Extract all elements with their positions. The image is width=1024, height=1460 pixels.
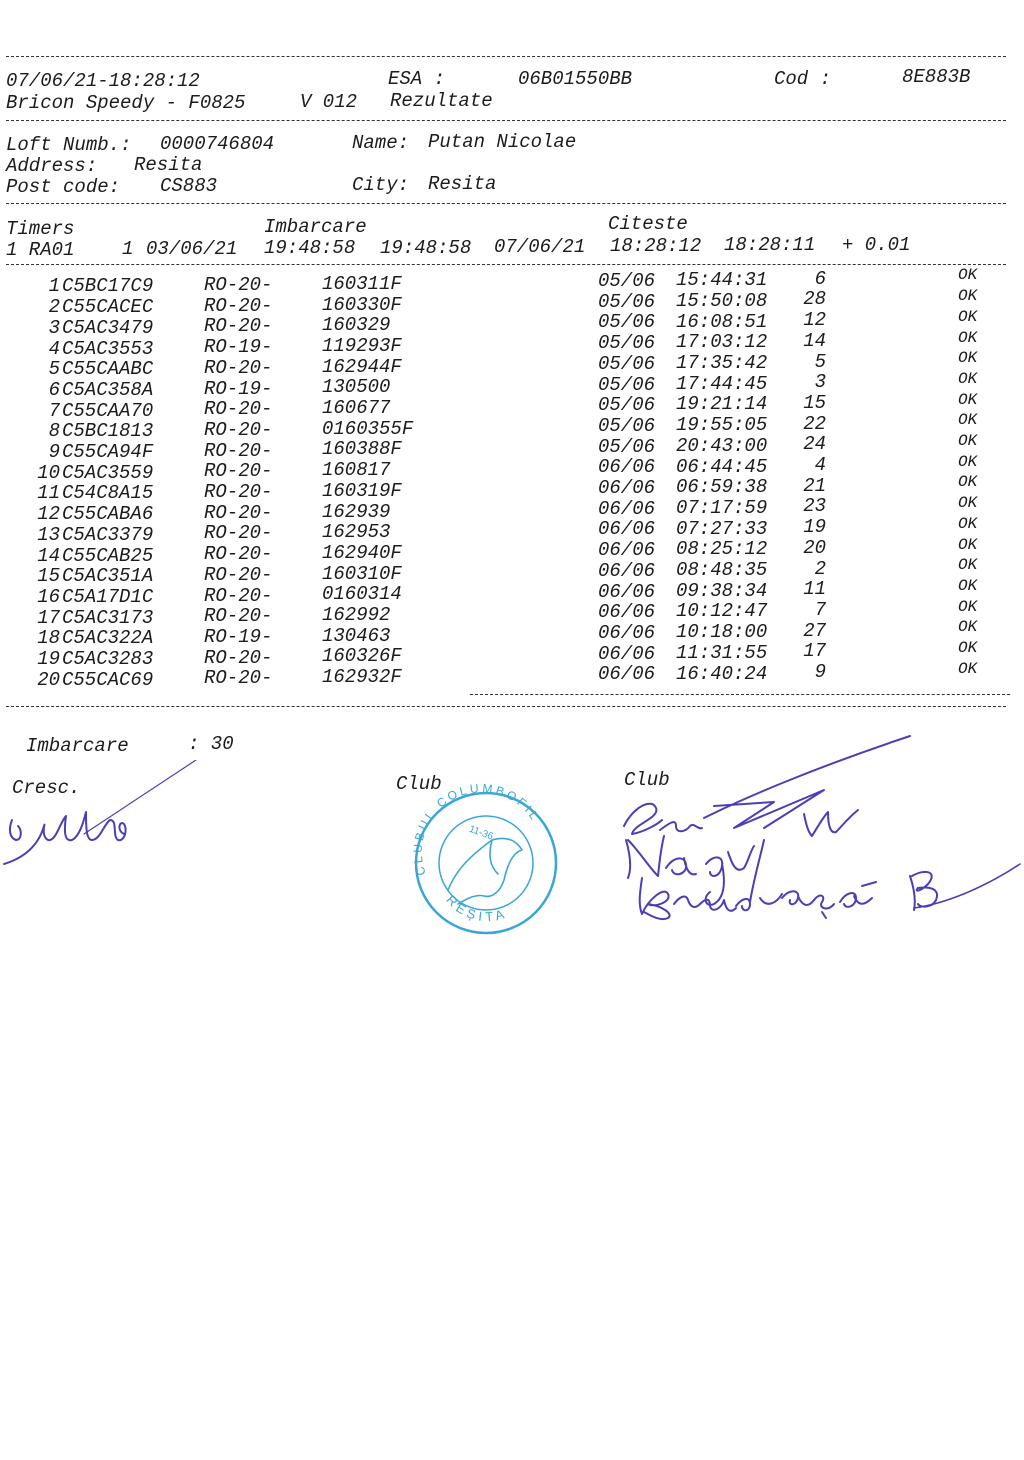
arrival-date: 05/06 <box>598 332 656 355</box>
position: 9 <box>814 661 826 683</box>
ring-series: RO-19- <box>204 377 273 400</box>
ring-number: 119293F <box>322 334 402 357</box>
row-number: 1 <box>48 275 60 298</box>
arrival-date: 05/06 <box>598 394 656 417</box>
timer-id: 1 RA01 <box>6 239 75 261</box>
footer-imbarcare-value: : 30 <box>188 733 234 755</box>
position: 19 <box>803 516 826 539</box>
ring-number: 160677 <box>322 397 391 419</box>
status: OK <box>958 514 978 533</box>
timer-read-time-2: 18:28:11 <box>724 234 816 256</box>
chip-id: C54C8A15 <box>62 482 154 505</box>
timer-read-time: 18:28:12 <box>610 235 702 257</box>
ring-number: 160817 <box>322 459 391 482</box>
club-signature-stroke <box>706 857 724 904</box>
arrival-date: 06/06 <box>598 663 656 686</box>
position: 4 <box>814 454 826 476</box>
arrival-time: 08:25:12 <box>676 538 768 561</box>
arrival-time: 08:48:35 <box>676 559 768 581</box>
name-value: Putan Nicolae <box>428 131 577 153</box>
status: OK <box>958 287 978 306</box>
ring-series: RO-19- <box>204 625 273 648</box>
stamp-text-bottom: REȘITA <box>443 892 510 925</box>
ring-series: RO-19- <box>204 336 273 359</box>
header-cod-value: 8E883B <box>902 66 971 88</box>
ring-series: RO-20- <box>204 667 273 690</box>
position: 28 <box>803 288 826 311</box>
arrival-date: 06/06 <box>598 518 656 541</box>
ring-number: 130463 <box>322 624 391 647</box>
club-signature-stroke <box>626 836 664 878</box>
ring-number: 162939 <box>322 500 391 523</box>
arrival-date: 05/06 <box>598 311 656 334</box>
club-signature-stroke <box>728 846 754 870</box>
row-number: 16 <box>37 585 60 608</box>
header-device: Bricon Speedy - F0825 <box>6 92 246 114</box>
header-cod-label: Cod : <box>774 68 832 90</box>
position: 6 <box>814 267 826 290</box>
row-number: 7 <box>48 399 60 422</box>
separator-line <box>6 56 1006 57</box>
status: OK <box>958 597 978 616</box>
arrival-time: 06:59:38 <box>676 476 768 499</box>
chip-id: C5A17D1C <box>62 585 154 608</box>
arrival-time: 06:44:45 <box>676 455 768 478</box>
arrival-date: 05/06 <box>598 373 656 396</box>
chip-id: C5AC358A <box>62 378 154 401</box>
chip-id: C5AC3559 <box>62 461 154 484</box>
arrival-date: 06/06 <box>598 559 656 582</box>
header-esa-value: 06B01550BB <box>518 68 633 90</box>
club-signatures <box>614 728 1024 928</box>
arrival-date: 05/06 <box>598 414 656 437</box>
arrival-date: 05/06 <box>598 270 656 292</box>
citeste-label: Citeste <box>608 213 688 235</box>
header-datetime: 07/06/21-18:28:12 <box>6 70 200 92</box>
club-signature-stroke <box>624 804 662 834</box>
arrival-date: 06/06 <box>598 621 656 644</box>
city-label: City: <box>352 174 410 196</box>
ring-series: RO-20- <box>204 646 273 669</box>
separator-line <box>6 203 1006 204</box>
status: OK <box>958 639 978 657</box>
status: OK <box>958 328 978 347</box>
club-signature-stroke <box>804 810 858 836</box>
status: OK <box>958 556 978 575</box>
timer-embark-date: 03/06/21 <box>146 238 238 260</box>
ring-number: 160319F <box>322 479 402 502</box>
breeder-signature-stroke <box>10 820 21 840</box>
loft-label: Loft Numb.: <box>6 134 132 156</box>
arrival-time: 17:44:45 <box>676 372 768 395</box>
ring-number: 160330F <box>322 293 402 316</box>
status: OK <box>958 432 978 450</box>
chip-id: C5AC3379 <box>62 523 154 546</box>
ring-series: RO-20- <box>204 501 273 524</box>
position: 15 <box>803 391 826 414</box>
chip-id: C5AC3173 <box>62 606 154 629</box>
club-signature-stroke <box>782 891 814 905</box>
ring-number: 160311F <box>322 272 402 295</box>
arrival-time: 07:17:59 <box>676 496 768 519</box>
status: OK <box>958 659 978 678</box>
arrival-time: 11:31:55 <box>676 641 768 664</box>
chip-id: C55CAB25 <box>62 544 154 567</box>
club-signature-stroke <box>714 790 824 828</box>
ring-number: 0160355F <box>322 417 414 440</box>
chip-id: C55CAC69 <box>62 668 154 691</box>
ring-series: RO-20- <box>204 460 273 483</box>
status: OK <box>958 307 978 326</box>
arrival-date: 06/06 <box>598 601 656 624</box>
timer-read-date: 07/06/21 <box>494 236 586 258</box>
ring-number: 160388F <box>322 438 402 461</box>
chip-id: C55CA94F <box>62 441 154 463</box>
postcode-label: Post code: <box>6 176 121 198</box>
arrival-date: 06/06 <box>598 497 656 520</box>
chip-id: C5BC1813 <box>62 420 154 443</box>
position: 21 <box>803 474 826 497</box>
status: OK <box>958 452 978 471</box>
breeder-signature <box>0 760 200 870</box>
arrival-time: 09:38:34 <box>676 579 768 602</box>
breeder-signature-stroke <box>4 812 126 864</box>
postcode-value: CS883 <box>160 175 218 197</box>
chip-id: C55CABA6 <box>62 503 154 526</box>
arrival-time: 16:08:51 <box>676 310 768 333</box>
ring-series: RO-20- <box>204 543 273 566</box>
breeder-signature-stroke <box>84 760 196 834</box>
ring-series: RO-20- <box>204 605 273 628</box>
club-signature-stroke <box>704 736 910 818</box>
row-number: 10 <box>37 461 60 484</box>
footer-imbarcare-label: Imbarcare <box>26 735 129 757</box>
club-signature-stroke <box>666 858 696 874</box>
chip-id: C5AC3553 <box>62 337 154 360</box>
row-number: 13 <box>37 523 60 546</box>
row-number: 5 <box>48 358 60 381</box>
row-number: 9 <box>48 441 60 463</box>
arrival-time: 15:50:08 <box>676 289 768 312</box>
header-esa-label: ESA : <box>388 68 446 90</box>
status: OK <box>958 576 978 595</box>
ring-series: RO-20- <box>204 563 273 586</box>
position: 2 <box>814 557 826 580</box>
ring-number: 130500 <box>322 376 391 399</box>
arrival-time: 15:44:31 <box>676 269 768 292</box>
chip-id: C55CAABC <box>62 358 154 381</box>
status: OK <box>958 266 978 285</box>
pigeon-icon <box>448 838 522 904</box>
ring-series: RO-20- <box>204 522 273 545</box>
arrival-time: 10:18:00 <box>676 621 768 644</box>
club-signature-stroke <box>814 896 834 918</box>
row-number: 2 <box>48 296 60 319</box>
header-report: Rezultate <box>390 90 493 112</box>
separator-line <box>6 120 1006 121</box>
club-signature-stroke <box>914 864 1020 908</box>
arrival-time: 10:12:47 <box>676 600 768 623</box>
timer-n: 1 <box>122 238 134 260</box>
row-number: 18 <box>37 627 60 650</box>
separator-line <box>6 264 1006 265</box>
ring-number: 162940F <box>322 541 402 564</box>
ring-series: RO-20- <box>204 584 273 607</box>
separator-line <box>470 694 1010 695</box>
position: 24 <box>803 433 826 456</box>
arrival-time: 20:43:00 <box>676 434 768 457</box>
loft-value: 0000746804 <box>160 133 275 155</box>
club-signature-stroke <box>840 882 876 907</box>
position: 12 <box>803 309 826 332</box>
arrival-date: 05/06 <box>598 352 656 375</box>
ring-number: 162932F <box>322 666 402 689</box>
stamp-text-top: CLUBUL COLUMBOFIL <box>410 781 543 878</box>
arrival-date: 06/06 <box>598 539 656 562</box>
position: 17 <box>803 640 826 663</box>
timer-difference: + 0.01 <box>842 234 911 256</box>
arrival-time: 07:27:33 <box>676 517 768 540</box>
ring-number: 0160314 <box>322 583 402 606</box>
arrival-date: 06/06 <box>598 477 656 499</box>
position: 3 <box>814 371 826 394</box>
position: 23 <box>803 495 826 518</box>
club-signature-stroke <box>736 840 782 910</box>
position: 20 <box>803 536 826 559</box>
separator-line <box>6 706 1006 707</box>
chip-id: C55CACEC <box>62 296 154 319</box>
chip-id: C5AC351A <box>62 565 154 588</box>
club-label-2: Club <box>624 769 670 791</box>
ring-number: 160326F <box>322 645 402 668</box>
chip-id: C55CAA70 <box>62 399 154 422</box>
row-number: 4 <box>48 337 60 360</box>
status: OK <box>958 618 978 637</box>
ring-series: RO-20- <box>204 356 273 379</box>
row-number: 19 <box>37 648 60 670</box>
arrival-time: 19:55:05 <box>676 414 768 437</box>
ring-number: 160329 <box>322 314 391 337</box>
row-number: 3 <box>48 316 60 339</box>
row-number: 20 <box>37 668 60 691</box>
ring-number: 162944F <box>322 355 402 378</box>
row-number: 14 <box>37 544 60 567</box>
status: OK <box>958 390 978 409</box>
chip-id: C5AC322A <box>62 627 154 650</box>
club-signature-stroke <box>660 822 702 831</box>
row-number: 15 <box>37 565 60 588</box>
address-label: Address: <box>6 155 98 177</box>
city-value: Resita <box>428 173 497 195</box>
status: OK <box>958 369 978 388</box>
arrival-date: 06/06 <box>598 642 656 665</box>
arrival-time: 17:03:12 <box>676 331 768 354</box>
position: 14 <box>803 329 826 352</box>
arrival-date: 06/06 <box>598 580 656 603</box>
ring-number: 160310F <box>322 562 402 585</box>
stamp-code: 11-36 <box>467 823 495 843</box>
header-version: V 012 <box>300 91 358 113</box>
arrival-date: 05/06 <box>598 435 656 458</box>
club-label-1: Club <box>396 773 442 795</box>
cresc-label: Cresc. <box>12 777 81 799</box>
club-signature-stroke <box>640 878 670 919</box>
imbarcare-label: Imbarcare <box>264 216 367 238</box>
arrival-date: 06/06 <box>598 456 656 479</box>
position: 27 <box>803 619 826 642</box>
chip-id: C5AC3479 <box>62 316 154 339</box>
timers-label: Timers <box>6 218 75 240</box>
ring-series: RO-20- <box>204 481 273 503</box>
timer-embark-time: 19:48:58 <box>264 237 356 259</box>
ring-number: 162953 <box>322 521 391 544</box>
chip-id: C5AC3283 <box>62 648 154 670</box>
status: OK <box>958 411 978 430</box>
ring-series: RO-20- <box>204 418 273 441</box>
status: OK <box>958 473 978 492</box>
arrival-time: 16:40:24 <box>676 662 768 685</box>
ring-series: RO-20- <box>204 294 273 317</box>
name-label: Name: <box>352 132 410 154</box>
arrival-date: 05/06 <box>598 290 656 313</box>
position: 7 <box>814 598 826 621</box>
ring-series: RO-20- <box>204 274 273 296</box>
chip-id: C5BC17C9 <box>62 275 154 298</box>
ring-series: RO-20- <box>204 315 273 338</box>
row-number: 11 <box>37 482 60 505</box>
timer-embark-time-2: 19:48:58 <box>380 237 472 259</box>
position: 22 <box>803 412 826 435</box>
row-number: 12 <box>37 503 60 526</box>
club-stamp <box>396 770 566 940</box>
address-value: Resita <box>134 154 203 176</box>
ring-number: 162992 <box>322 604 391 626</box>
row-number: 17 <box>37 606 60 629</box>
ring-series: RO-20- <box>204 439 273 462</box>
ring-series: RO-20- <box>204 398 273 421</box>
arrival-time: 17:35:42 <box>676 352 768 374</box>
status: OK <box>958 494 978 513</box>
arrival-time: 19:21:14 <box>676 393 768 416</box>
status: OK <box>958 535 978 554</box>
position: 11 <box>803 578 826 601</box>
row-number: 6 <box>48 378 60 401</box>
row-number: 8 <box>48 420 60 443</box>
position: 5 <box>814 350 826 373</box>
status: OK <box>958 349 978 368</box>
